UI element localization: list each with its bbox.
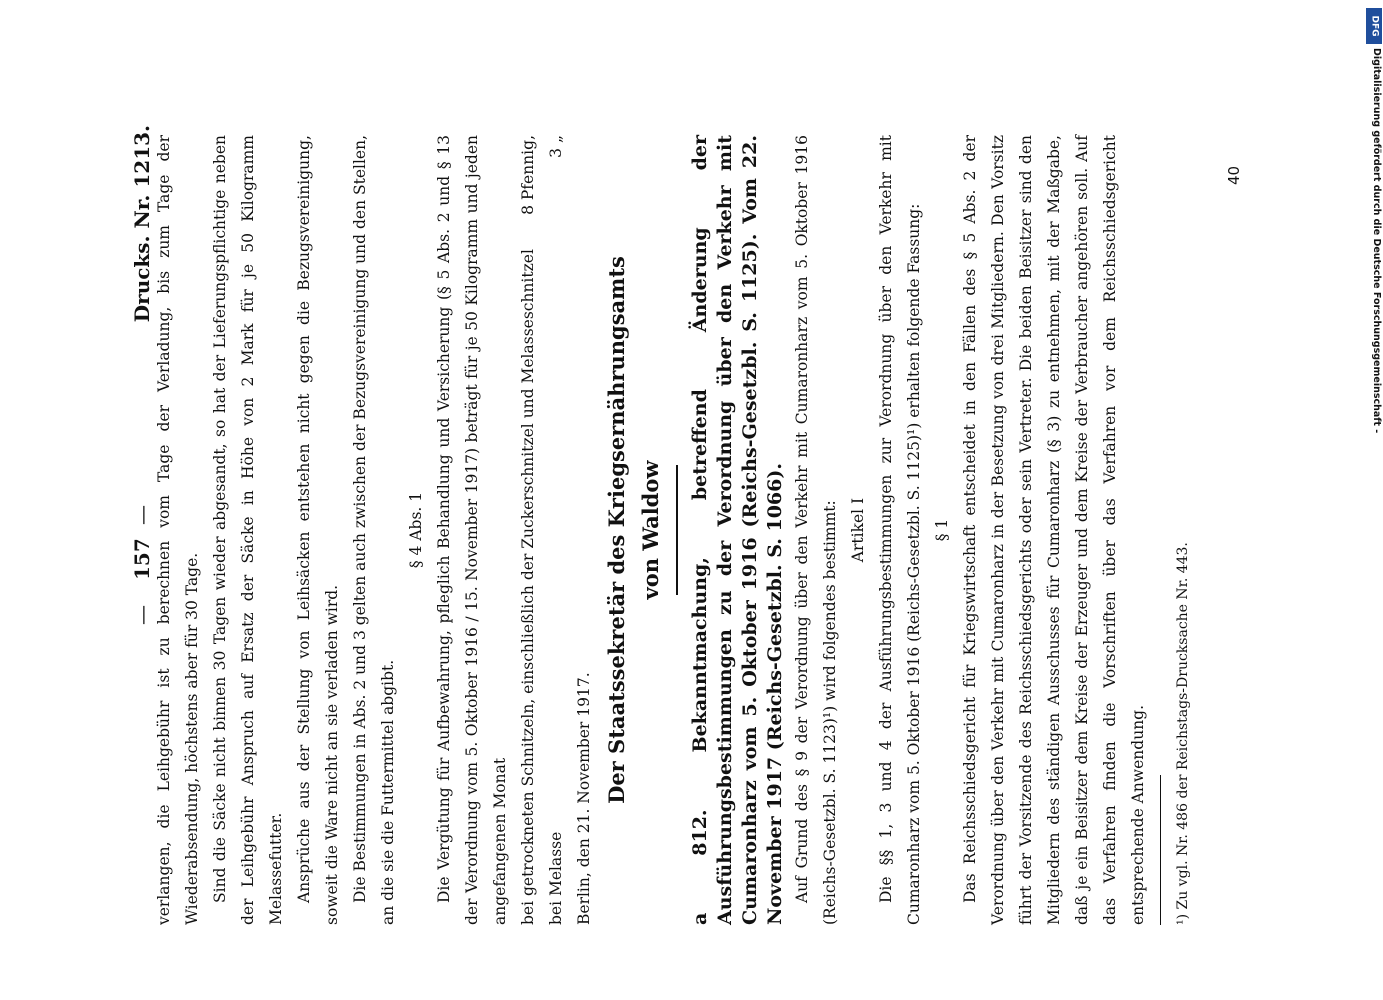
section-heading-1: § 1: [933, 518, 951, 542]
rate-value-schnitzel: 8 Pfennig,: [519, 135, 537, 215]
dfg-watermark: [1366, 8, 1383, 528]
rate-label-schnitzel: bei getrockneten Schnitzeln, einschließlich der Zuckerschnitzel und Melasseschnitzel: [519, 249, 537, 925]
section-4-text: Die Vergütung für Aufbewahrung, pfleglich Behandlung und Versicherung (§ 5 Abs. 2 und § 13 der Verordnung vom 5. Oktober 1916 / 15. November 1917) beträgt für je 50 Kilogramm und jeden angefangenen Monat: [435, 135, 509, 925]
footnote: ¹) Zu vgl. Nr. 486 der Reichstags-Drucksache Nr. 443.: [1175, 542, 1191, 925]
body-text: [150, 135, 1152, 925]
rate-label-melasse: bei Melasse: [547, 831, 565, 925]
header-dash-left: —: [130, 605, 154, 625]
place-date: Berlin, den 21. November 1917.: [575, 672, 593, 925]
notice-title-text: Bekanntmachung, betreffend Änderung der Ausführungsbestimmungen zu der Verordnung über den Verkehr mit Cumaronharz vom 5. Oktober 1916 (Reichs-Gesetzbl. S. 1125). Vom 22. November 1917 (Reichs-Gesetzbl. S. 1066).: [689, 134, 786, 925]
prev-paragraph-3: Ansprüche aus der Stellung von Leihsäcken entstehen nicht gegen die Bezugsvereinigung, soweit die Ware nicht an sie verladen wird.: [295, 135, 341, 925]
section-heading-4: § 4 Abs. 1: [407, 491, 425, 569]
rate-row-melasse: [542, 135, 570, 925]
prev-paragraph-1: verlangen, die Leihgebühr ist zu berechnen vom Tage der Verladung, bis zum Tage der Wiederabsendung, höchstens aber für 30 Tage.: [155, 135, 201, 925]
notice-intro: Auf Grund des § 9 der Verordnung über den Verkehr mit Cumaronharz vom 5. Oktober 1916 (Reichs-Gesetzbl. S. 1123)¹) wird folgendes bestimmt:: [793, 135, 839, 925]
header-dash-right: —: [130, 505, 154, 525]
dfg-logo: DFG: [1366, 8, 1382, 44]
header-reference: Drucks. Nr. 1213.: [130, 125, 154, 323]
section-divider: [676, 465, 678, 595]
prev-paragraph-2: Sind die Säcke nicht binnen 30 Tagen wieder abgesandt, so hat der Lieferungspflichtige neben der Leihgebühr Anspruch auf Ersatz der Säcke in Höhe von 2 Mark für je 50 Kilogramm Melassefutter.: [211, 135, 285, 925]
header-page-number: 157: [130, 538, 154, 580]
signatory-name: von Waldow: [638, 460, 663, 600]
article-heading: Artikel I: [849, 497, 867, 563]
scanned-page: [130, 125, 1250, 925]
watermark-text: Digitalisierung gefördert durch die Deutsche Forschungsgemeinschaft -: [1371, 48, 1382, 434]
rate-row-schnitzel: [514, 135, 542, 925]
prev-paragraph-4: Die Bestimmungen in Abs. 2 und 3 gelten auch zwischen der Bezugsvereinigung und den Stellen, an die sie die Futtermittel abgibt.: [351, 134, 397, 925]
notice-title: [688, 135, 788, 925]
notice-number: a 812.: [689, 809, 711, 925]
footnote-rule: [1160, 775, 1161, 925]
section-1-text: Das Reichsschiedsgericht für Kriegswirtschaft entscheidet in den Fällen des § 5 Abs. 2 der Verordnung über den Verkehr mit Cumaronharz in der Besetzung von drei Mitgliedern. Den Vorsitz führt der Vorsitzende des Reichsschiedsgerichts oder sein Vertreter. Die beiden Beisitzer sind den Mitgliedern des ständigen Ausschusses für Cumaronharz (§ 3) zu entnehmen, mit der Maßgabe, daß je ein Beisitzer dem Kreise der Erzeuger und dem Kreise der Verbraucher angehören soll. Auf das Verfahren finden die Vorschriften über das Verfahren vor dem Reichsschiedsgericht entsprechende Anwendung.: [961, 135, 1147, 925]
signing-authority: Der Staatssekretär des Kriegsernährungsamts: [604, 256, 629, 804]
page-number: 40: [1225, 165, 1243, 185]
article-text: Die §§ 1, 3 und 4 der Ausführungsbestimmungen zur Verordnung über den Verkehr mit Cumaronharz vom 5. Oktober 1916 (Reichs-Gesetzbl. S. 1125)¹) erhalten folgende Fassung:: [877, 135, 923, 925]
rate-value-melasse: 3 „: [547, 135, 565, 158]
